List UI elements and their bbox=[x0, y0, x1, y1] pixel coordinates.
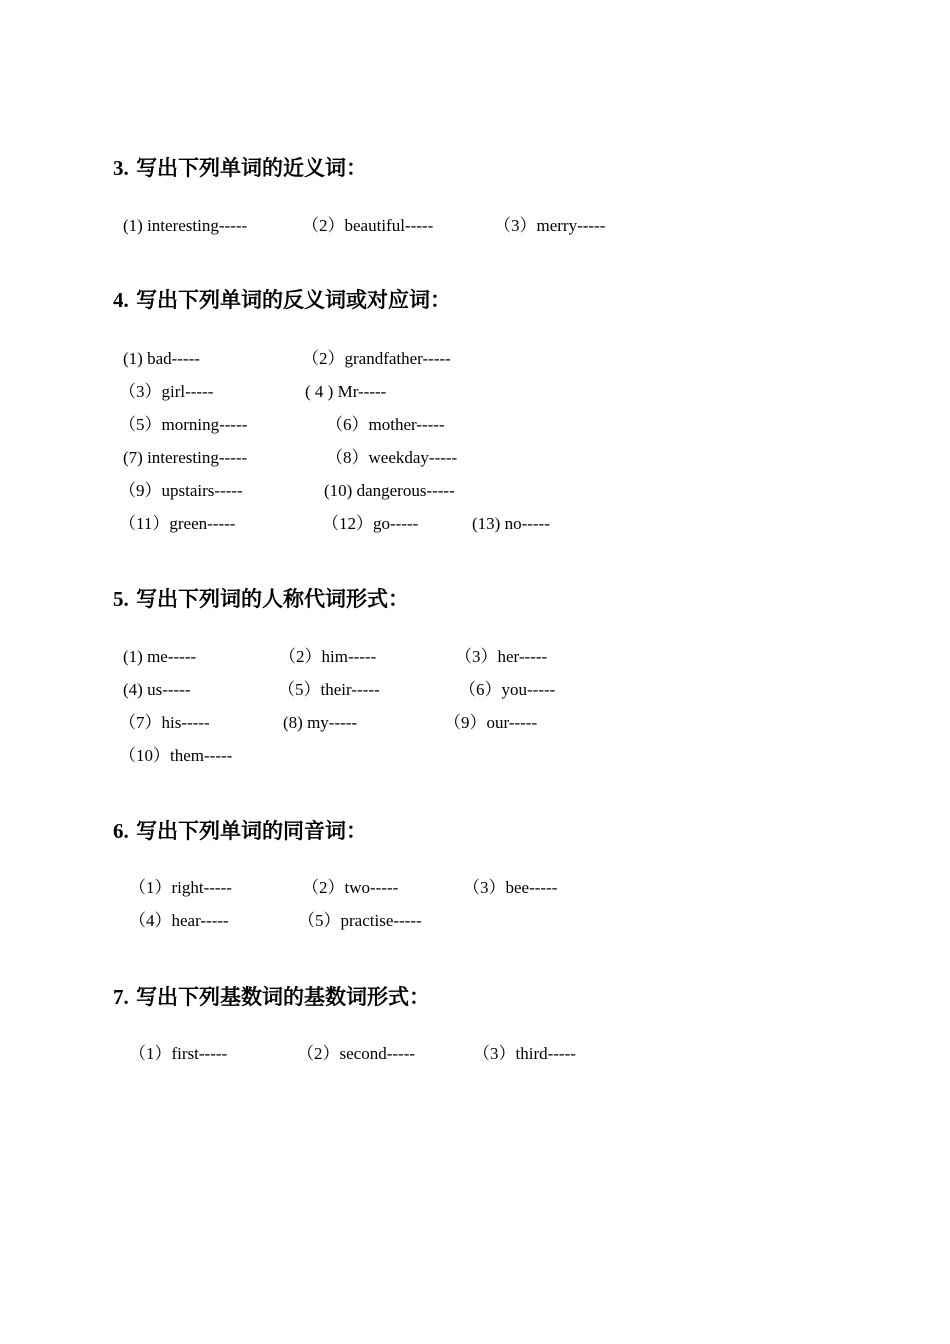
section-title: 写出下列词的人称代词形式： bbox=[136, 587, 410, 611]
section-number: 4. bbox=[113, 288, 129, 312]
exercise-item: （3）girl----- bbox=[119, 382, 214, 401]
exercise-item: (7) interesting----- bbox=[123, 448, 248, 467]
section-title: 写出下列单词的反义词或对应词： bbox=[136, 288, 452, 312]
section-number: 7. bbox=[113, 985, 129, 1009]
exercise-item: （11）green----- bbox=[119, 514, 236, 533]
exercise-item: （2）grandfather----- bbox=[302, 349, 451, 368]
section-4-heading bbox=[113, 284, 451, 314]
exercise-item: （3）bee----- bbox=[463, 878, 558, 897]
exercise-item: （5）morning----- bbox=[119, 415, 248, 434]
exercise-item: （1）first----- bbox=[129, 1044, 228, 1063]
section-title: 写出下列基数词的基数词形式： bbox=[136, 985, 431, 1009]
section-7-heading bbox=[113, 981, 430, 1011]
exercise-item: (13) no----- bbox=[472, 514, 550, 533]
exercise-item: (10) dangerous----- bbox=[324, 481, 455, 500]
section-number: 5. bbox=[113, 587, 129, 611]
exercise-item: (8) my----- bbox=[283, 713, 358, 732]
exercise-item: （9）our----- bbox=[444, 713, 538, 732]
section-3-heading bbox=[113, 152, 367, 182]
exercise-item: （5）their----- bbox=[278, 680, 380, 699]
exercise-item: （10）them----- bbox=[119, 746, 233, 765]
exercise-item: （2）him----- bbox=[279, 647, 377, 666]
exercise-item: （8）weekday----- bbox=[326, 448, 458, 467]
exercise-item: （2）second----- bbox=[297, 1044, 416, 1063]
exercise-item: （4）hear----- bbox=[129, 911, 229, 930]
exercise-item: （3）third----- bbox=[473, 1044, 576, 1063]
exercise-item: （6）you----- bbox=[459, 680, 556, 699]
exercise-item: ( 4 ) Mr----- bbox=[305, 382, 387, 401]
section-title: 写出下列单词的近义词： bbox=[136, 156, 368, 180]
exercise-item: (4) us----- bbox=[123, 680, 191, 699]
section-6-heading bbox=[113, 815, 367, 845]
exercise-item: （9）upstairs----- bbox=[119, 481, 243, 500]
exercise-item: (1) interesting----- bbox=[123, 216, 248, 235]
exercise-item: （6）mother----- bbox=[326, 415, 445, 434]
exercise-item: （5）practise----- bbox=[298, 911, 422, 930]
section-title: 写出下列单词的同音词： bbox=[136, 819, 368, 843]
section-5-heading bbox=[113, 583, 409, 613]
exercise-item: （1）right----- bbox=[129, 878, 232, 897]
exercise-item: （7）his----- bbox=[119, 713, 210, 732]
section-number: 3. bbox=[113, 156, 129, 180]
exercise-item: （2）two----- bbox=[302, 878, 399, 897]
exercise-item: （12）go----- bbox=[322, 514, 419, 533]
exercise-item: （3）merry----- bbox=[494, 216, 606, 235]
exercise-item: (1) bad----- bbox=[123, 349, 200, 368]
exercise-item: （2）beautiful----- bbox=[302, 216, 434, 235]
exercise-item: （3）her----- bbox=[455, 647, 548, 666]
exercise-item: (1) me----- bbox=[123, 647, 197, 666]
section-number: 6. bbox=[113, 819, 129, 843]
